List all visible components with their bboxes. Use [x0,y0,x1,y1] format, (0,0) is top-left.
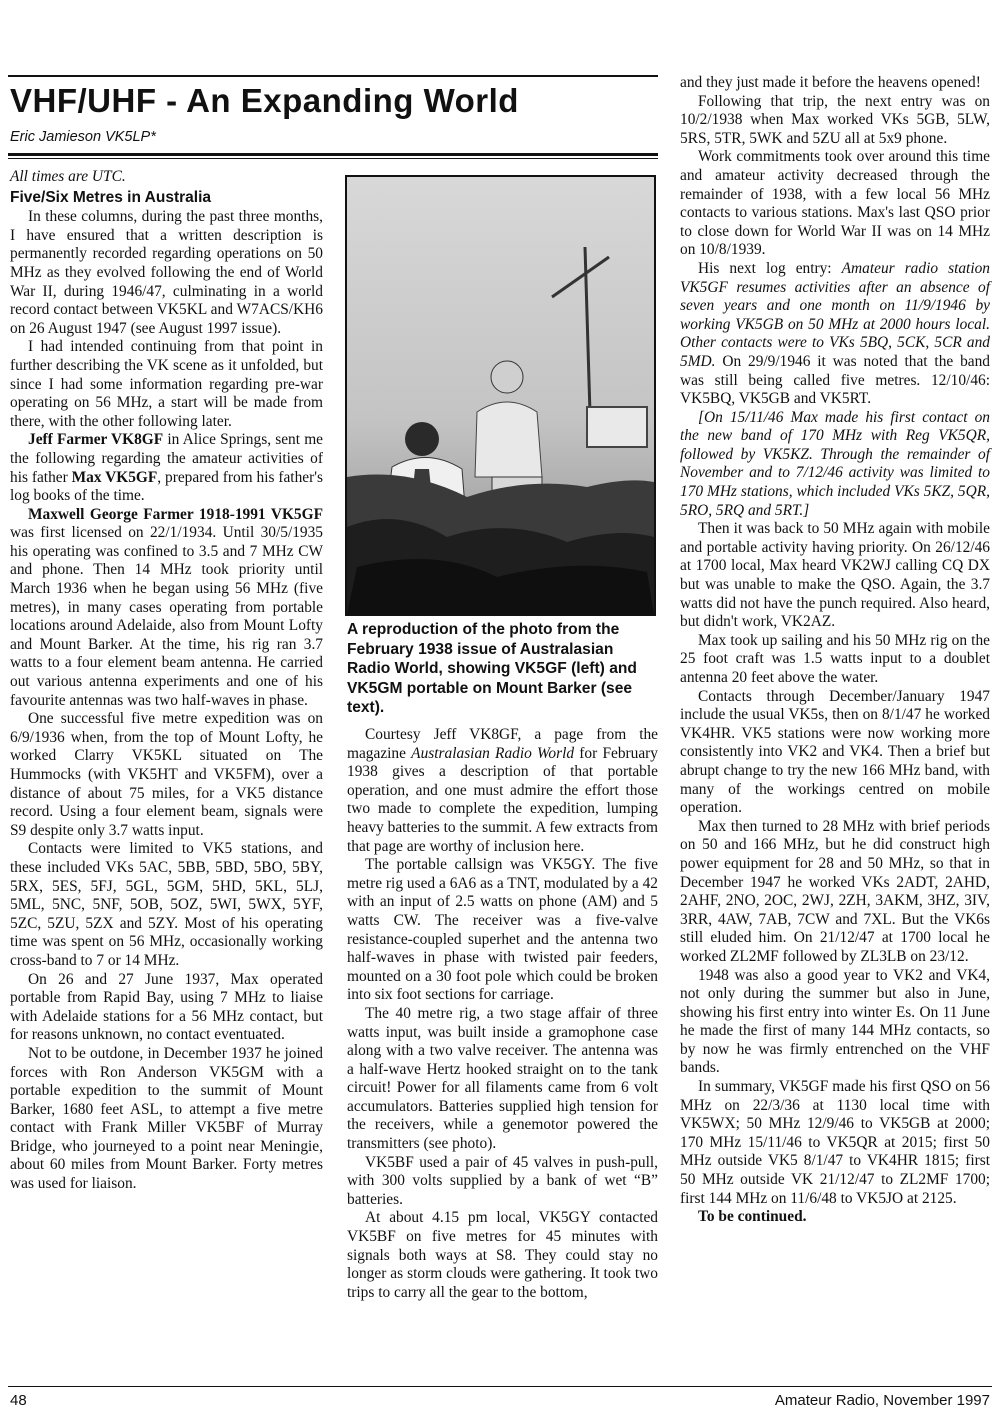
paragraph: Not to be outdone, in December 1937 he joined forces with Ron Anderson VK5GM with a portable expedition to the summit of Mount Barker, 1680 feet ASL, to attempt a five metre contact with Frank Miller VK5BF of Murray Bridge, who journeyed to a point near Meningie, about 60 miles from Mount Barker. Forty metres was used for liaison. [10,1044,323,1193]
photo-illustration [347,177,654,614]
paragraph: 1948 was also a good year to VK2 and VK4, not only during the summer but also in June, showing his first entry into winter Es. On 11 June he made the first of many 144 MHz contacts, so by now he was firmly entrenched on the VHF bands. [680,966,990,1077]
paragraph: VK5BF used a pair of 45 valves in push-pull, with 300 volts supplied by a bank of wet “B” batteries. [347,1153,658,1208]
log-entry-quote: Amateur radio station VK5GF resumes activities after an absence of seven years and one month on 11/9/1946 by working VK5GB on 50 MHz at 2000 hours local. Other contacts were to VKs 5BQ, 5CK, 5CR and 5MD. [680,259,990,370]
paragraph: [On 15/11/46 Max made his first contact on the new band of 170 MHz with Reg VK5QR, followed by VK5KZ. Through the remainder of November and to 7/12/46 activity was limited to 170 MHz stations, which included VKs 5KZ, 5QR, 5RO, 5RQ and 5RT.] [680,408,990,519]
paragraph: Contacts were limited to VK5 stations, and these included VKs 5AC, 5BB, 5BD, 5BO, 5BY, 5RX, 5ES, 5FJ, 5GL, 5GM, 5HD, 5KL, 5LJ, 5ML, 5NC, 5NF, 5OB, 5OZ, 5WI, 5WX, 5YF, 5ZC, 5ZU, 5ZX and 5ZY. Most of his operating time was spent on 56 MHz, occasionally working cross-band to 7 or 14 MHz. [10,840,323,969]
bold-name: Maxwell George Farmer 1918-1991 VK5GF [28,505,323,523]
utc-note: All times are UTC. [10,168,126,185]
section-subheading: Five/Six Metres in Australia [10,188,212,206]
photo-caption: A reproduction of the photo from the February 1938 issue of Australasian Radio World, showing VK5GF (left) and VK5GM portable on Mount Barker (see text). [347,621,637,717]
bold-name: Max VK5GF [71,468,158,486]
paragraph: Work commitments took over around this time and amateur activity decreased through the remainder of 1938, with a few local 56 MHz contacts to various stations. Max's last QSO prior to close down for World War II was on 14 MHz on 10/8/1939. [680,148,990,259]
paragraph: In summary, VK5GF made his first QSO on 56 MHz on 22/3/36 at 1130 local time with VK5WX; 50 MHz 12/9/46 to VK5GB at 2000; 170 MHz 15/11/46 to VK5QR at 2015; first 50 MHz outside VK5 8/1/47 to VK4HR 1815; first 50 MHz outside VK 21/12/47 to ZL2MF 1700; first 144 MHz on 11/6/48 to VK5JO at 2125. [680,1078,990,1207]
continued-note: To be continued. [698,1208,807,1226]
column-3 [680,74,990,1227]
page-number: 48 [10,1392,27,1409]
byline-rule-2 [8,158,658,159]
column-1 [10,168,323,1194]
paragraph: Then it was back to 50 MHz again with mobile and portable activity having priority. On 26/12/46 at 1700 local, Max heard VK2WJ calling CQ DX but was unable to make the QSO. Again, the 3.7 watts did not have the punch required. Also heard, but didn't work, VK2AZ. [680,520,990,631]
bold-name: Jeff Farmer VK8GF [28,431,164,449]
paragraph: Jeff Farmer VK8GF in Alice Springs, sent me the following regarding the amateur activities of his father Max VK5GF, prepared from his father's log books of the time. [10,431,323,505]
footer-rule [8,1386,992,1387]
paragraph: One successful five metre expedition was on 6/9/1936 when, from the top of Mount Lofty, he worked Clarry VK5KL situated on The Hummocks (with VK5HT and VK5FM), over a distance of about 75 miles, for a VK5 distance record. Using a four element beam, signals were S9 despite only 3.7 watts input. [10,710,323,839]
article-title: VHF/UHF - An Expanding World [10,82,519,119]
column-2 [347,726,658,1302]
publication-footer: Amateur Radio, November 1997 [774,1392,990,1409]
top-rule [8,75,658,77]
paragraph: and they just made it before the heavens opened! [680,74,981,91]
byline-rule-1 [8,153,658,156]
paragraph: At about 4.15 pm local, VK5GY contacted VK5BF on five metres for 45 minutes with signals both ways at S8. They could stay no longer as storm clouds were gathering. It took two trips to carry all the gear to the bottom, [347,1209,658,1301]
paragraph: On 26 and 27 June 1937, Max operated portable from Rapid Bay, using 7 MHz to liaise with Adelaide stations for a 56 MHz contact, but for reasons unknown, no contact eventuated. [10,970,323,1044]
paragraph: The portable callsign was VK5GY. The five metre rig used a 6A6 as a TNT, modulated by a 42 with an input of 2.5 watts on phone (AM) and 5 watts CW. The receiver was a five-valve resistance-coupled superhet and the antenna two half-waves in phase with twisted pair feeders, mounted on a 30 foot pole which could be broken into six foot sections for carriage. [347,856,658,1004]
paragraph: Courtesy Jeff VK8GF, a page from the magazine Australasian Radio World for February 1938 gives a description of that portable operation, and one must admire the effort those two made to complete the expedition, lumping heavy batteries to the summit. A few extracts from that page are worthy of inclusion here. [347,726,659,855]
paragraph: Max took up sailing and his 50 MHz rig on the 25 foot craft was 1.5 watts input to a doublet antenna 20 feet above the water. [680,631,990,686]
paragraph: Contacts through December/January 1947 include the usual VK5s, then on 8/1/47 he worked VK4HR. VK5 stations were now working more consistently into VK2 and VK4. Then a brief but abrupt change to try the new 166 MHz band, with many of the workings centred on mobile operation. [680,687,990,817]
paragraph: Maxwell George Farmer 1918-1991 VK5GF was first licensed on 22/1/1934. Until 30/5/1935 his operating was confined to 3.5 and 7 MHz CW and phone. Then 14 MHz took priority until March 1936 when he began using 56 MHz (five metres), in many cases operating from portable locations around Adelaide, also from Mount Lofty and Mount Barker. At the time, his rig ran 3.7 watts to a four element beam antenna. He carried out various antenna experiments and one of his favourite antennas was two half-waves in phase. [10,505,323,709]
paragraph: I had intended continuing from that point in further describing the VK scene as it unfolded, but since I had some information regarding pre-war operating on 56 MHz, a start will be made from there, with the other following later. [10,338,323,430]
paragraph: In these columns, during the past three months, I have ensured that a written description is permanently recorded regarding operations on 50 MHz as they evolved following the end of World War II, during 1946/47, culminating in a world record contact between VK5KL and W7ACS/KH6 on 26 August 1947 (see August 1997 issue). [10,208,323,337]
magazine-title: Australasian Radio World [411,744,575,762]
paragraph: Max then turned to 28 MHz with brief periods on 50 and 166 MHz, but he did construct high power equipment for 28 and 50 MHz, so that in December 1947 he worked VKs 2ADT, 2AHD, 2AHF, 2NO, 2OC, 2WJ, 2ZH, 3AKM, 3HZ, 3IV, 3RR, 4AW, 7AB, 7CW and 7XL. But the VK6s still eluded him. On 21/12/47 at 1700 local he worked ZL2MF followed by ZL3LB on 23/12. [680,817,990,965]
paragraph: Following that trip, the next entry was on 10/2/1938 when Max worked VKs 5GB, 5LW, 5RS, 5TR, 5WK and 5ZU all at 5x9 phone. [680,92,990,147]
article-byline: Eric Jamieson VK5LP* [10,129,156,145]
paragraph: His next log entry: Amateur radio station VK5GF resumes activities after an absence of seven years and one month on 11/9/1946 by working VK5GB on 50 MHz at 2000 hours local. Other contacts were to VKs 5BQ, 5CK, 5CR and 5MD. On 29/9/1946 it was noted that the band was still being called five metres. 12/10/46: VK5BQ, VK5GB and VK5RT. [680,259,990,408]
historic-photo [345,175,656,616]
paragraph: The 40 metre rig, a two stage affair of three watts input, was built inside a gramophone case along with a two valve receiver. The antenna was a half-wave Hertz hooked straight on to the tank circuit! Power for all filaments came from 6 volt accumulators. Batteries supplied high tension for the receivers, while a genemotor powered the transmitters (see photo). [347,1004,658,1153]
